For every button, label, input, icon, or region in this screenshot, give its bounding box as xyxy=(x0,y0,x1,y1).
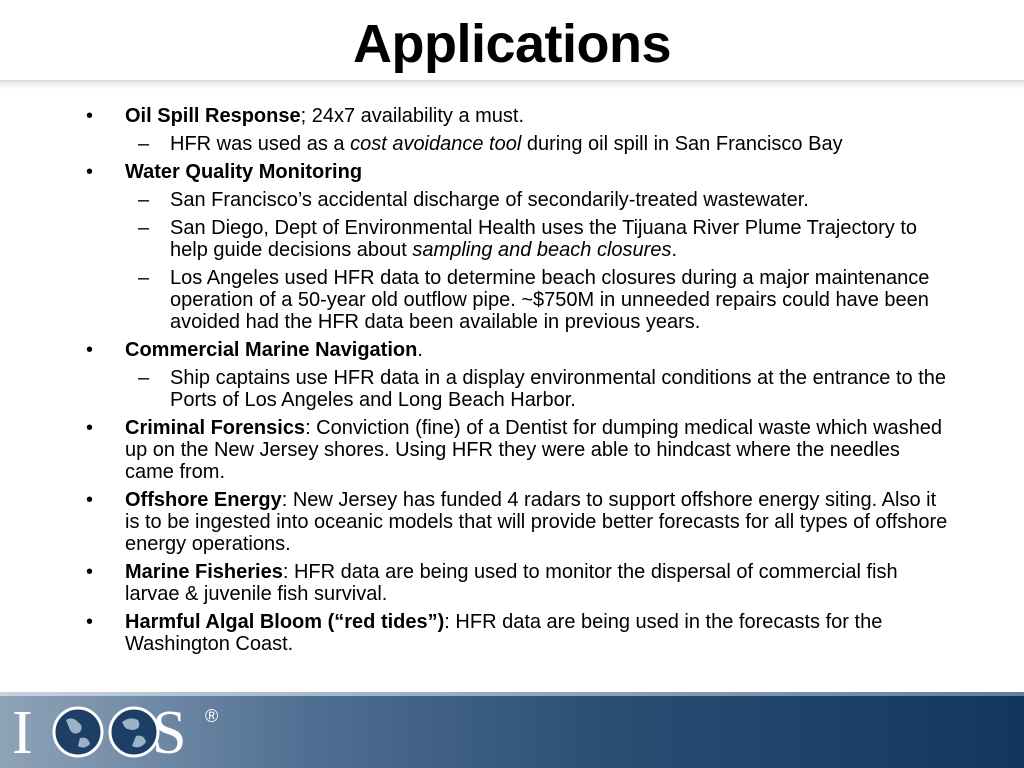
item-text: : New Jersey has funded 4 radars to support offshore energy siting. Also it is to be ingested into oceanic models that will provide better forecasts for all types of offshore energy operations. xyxy=(125,489,948,555)
bullet-item xyxy=(80,339,950,361)
dash-marker: – xyxy=(138,133,150,155)
item-heading: Oil Spill Response xyxy=(125,105,301,127)
item-heading: Water Quality Monitoring xyxy=(125,161,363,183)
item-heading: Offshore Energy xyxy=(125,489,282,511)
title-divider xyxy=(0,80,1024,90)
item-emphasis: cost avoidance tool xyxy=(350,133,522,155)
bullet-list xyxy=(80,105,950,661)
item-text: : HFR data are being used to monitor the dispersal of commercial fish larvae & juvenile fish survival. xyxy=(125,561,898,605)
bullet-item xyxy=(80,489,950,555)
sub-bullet-item xyxy=(80,133,950,155)
item-heading: Marine Fisheries xyxy=(125,561,283,583)
item-text: : Conviction (fine) of a Dentist for dumping medical waste which washed up on the New Jersey shores. Using HFR they were able to hindcast where the needles came from. xyxy=(125,417,943,483)
dash-marker: – xyxy=(138,267,150,289)
item-text: . xyxy=(671,239,678,261)
item-text: Ship captains use HFR data in a display environmental conditions at the entrance to the Ports of Los Angeles and Long Beach Harbor. xyxy=(170,367,947,411)
bullet-marker: • xyxy=(86,489,94,511)
dash-marker: – xyxy=(138,189,150,211)
item-text: . xyxy=(417,339,423,361)
bullet-marker: • xyxy=(86,417,94,439)
dash-marker: – xyxy=(138,217,150,239)
item-text: : HFR data are being used in the forecasts for the Washington Coast. xyxy=(125,611,883,655)
bullet-marker: • xyxy=(86,105,94,127)
bullet-marker: • xyxy=(86,161,94,183)
item-text: San Diego, Dept of Environmental Health uses the Tijuana River Plume Trajectory to help guide decisions about xyxy=(170,217,918,261)
bullet-marker: • xyxy=(86,561,94,583)
item-heading: Harmful Algal Bloom (“red tides”) xyxy=(125,611,445,633)
item-text: Los Angeles used HFR data to determine beach closures during a major maintenance operation of a 50-year old outflow pipe. ~$750M in unneeded repairs could have been avoided had the HFR data been available in previous years. xyxy=(170,267,930,333)
footer-divider xyxy=(0,692,1024,696)
item-text: HFR was used as a xyxy=(170,133,351,155)
item-text: ; 24x7 availability a must. xyxy=(300,105,525,127)
sub-bullet-item xyxy=(80,217,950,261)
bullet-marker: • xyxy=(86,611,94,633)
item-heading: Commercial Marine Navigation xyxy=(125,339,418,361)
bullet-item xyxy=(80,611,950,655)
bullet-item xyxy=(80,417,950,483)
item-text: San Francisco’s accidental discharge of secondarily-treated wastewater. xyxy=(170,189,809,211)
item-emphasis: sampling and beach closures xyxy=(412,239,672,261)
registered-mark: ® xyxy=(205,706,219,726)
slide-title: Applications xyxy=(352,14,672,74)
logo-letter: S xyxy=(152,699,185,767)
bullet-item xyxy=(80,105,950,127)
logo-letter: I xyxy=(12,699,31,767)
item-heading: Criminal Forensics xyxy=(125,417,306,439)
sub-bullet-item xyxy=(80,189,950,211)
bullet-marker: • xyxy=(86,339,94,361)
bullet-item xyxy=(80,561,950,605)
bullet-item xyxy=(80,161,950,183)
item-text: during oil spill in San Francisco Bay xyxy=(521,133,843,155)
sub-bullet-item xyxy=(80,367,950,411)
sub-bullet-item xyxy=(80,267,950,333)
dash-marker: – xyxy=(138,367,150,389)
